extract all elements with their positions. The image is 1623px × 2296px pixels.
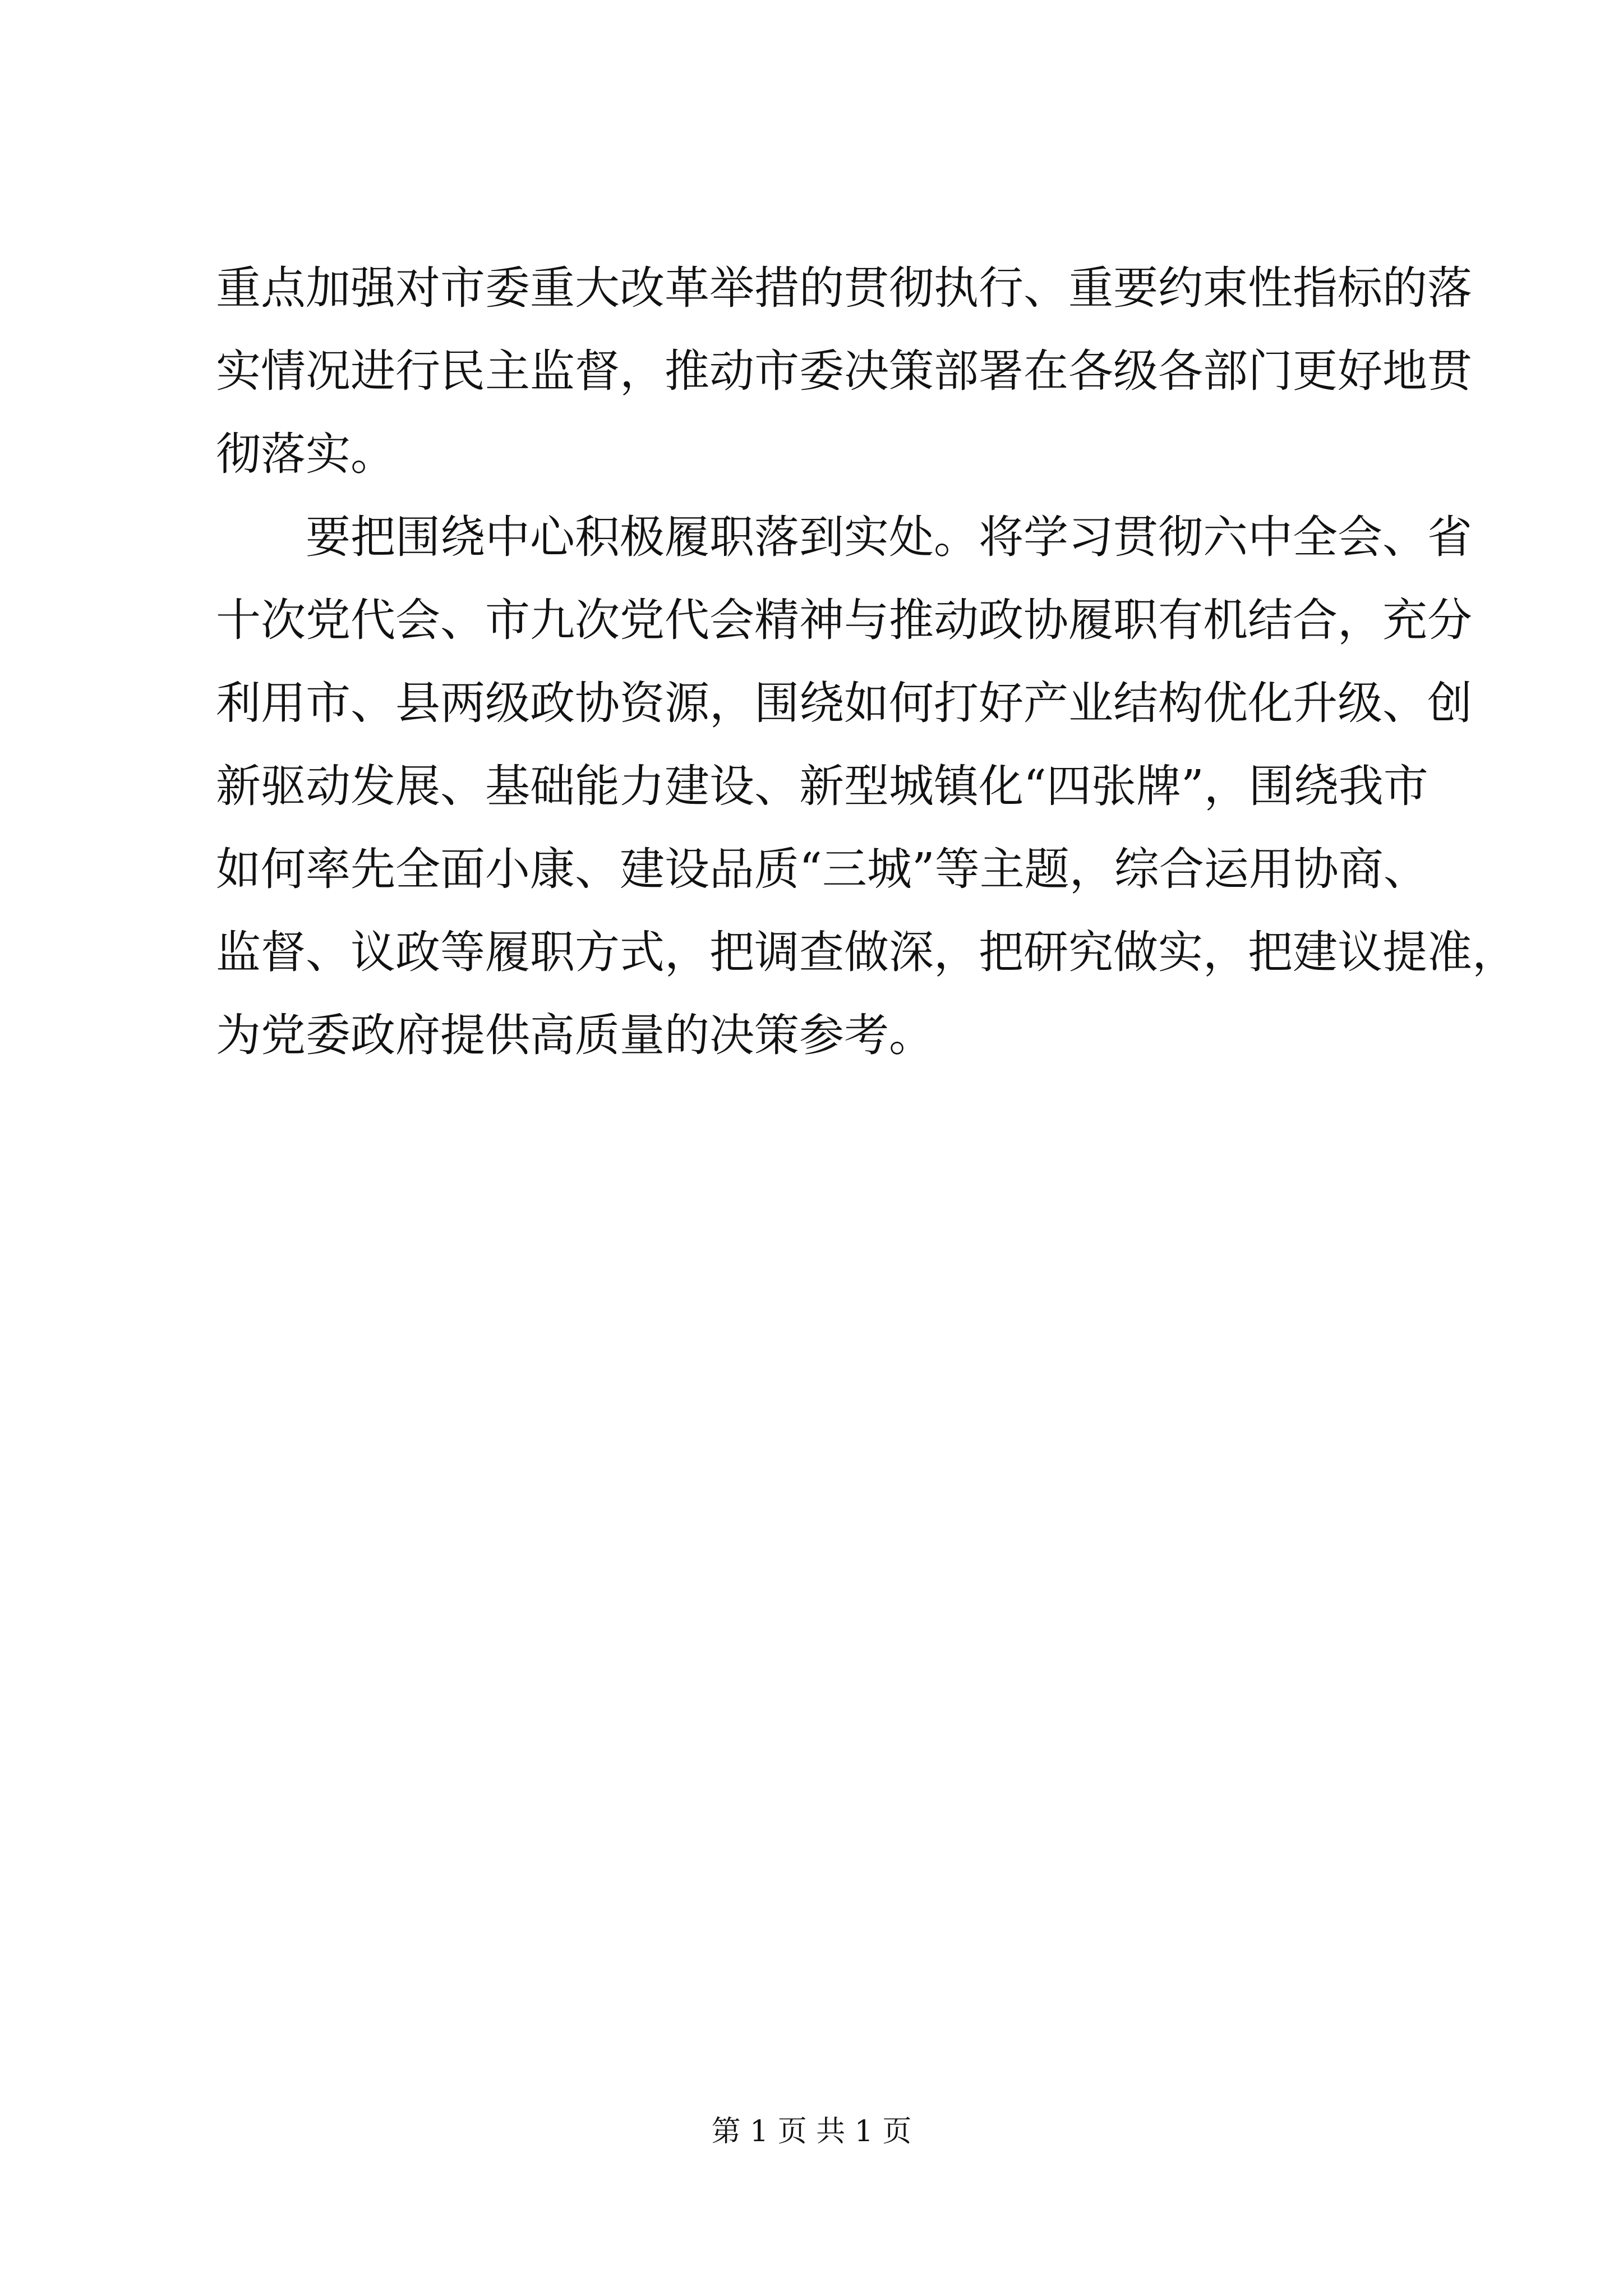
paragraph-2 — [216, 496, 1517, 1077]
paragraph-line: 要把围绕中心积极履职落到实处。将学习贯彻六中全会、省 — [306, 511, 1472, 563]
paragraph-line: 新驱动发展、基础能力建设、新型城镇化“四张牌”，围绕我市 — [216, 760, 1428, 812]
paragraph-line: 监督、议政等履职方式，把调查做深，把研究做实，把建议提准， — [216, 926, 1517, 978]
paragraph-line: 重点加强对市委重大改革举措的贯彻执行、重要约束性指标的落 — [216, 262, 1472, 314]
page-number-footer: 第 1 页 共 1 页 — [711, 2115, 912, 2148]
paragraph-line: 如何率先全面小康、建设品质“三城”等主题，综合运用协商、 — [216, 843, 1428, 895]
document-body — [216, 247, 1517, 1077]
paragraph-line: 实情况进行民主监督，推动市委决策部署在各级各部门更好地贯 — [216, 345, 1472, 397]
paragraph-line: 利用市、县两级政协资源，围绕如何打好产业结构优化升级、创 — [216, 677, 1472, 729]
paragraph-1 — [216, 247, 1472, 496]
paragraph-line: 为党委政府提供高质量的决策参考。 — [216, 1009, 934, 1061]
paragraph-line: 彻落实。 — [216, 428, 395, 480]
paragraph-line: 十次党代会、市九次党代会精神与推动政协履职有机结合，充分 — [216, 594, 1472, 646]
